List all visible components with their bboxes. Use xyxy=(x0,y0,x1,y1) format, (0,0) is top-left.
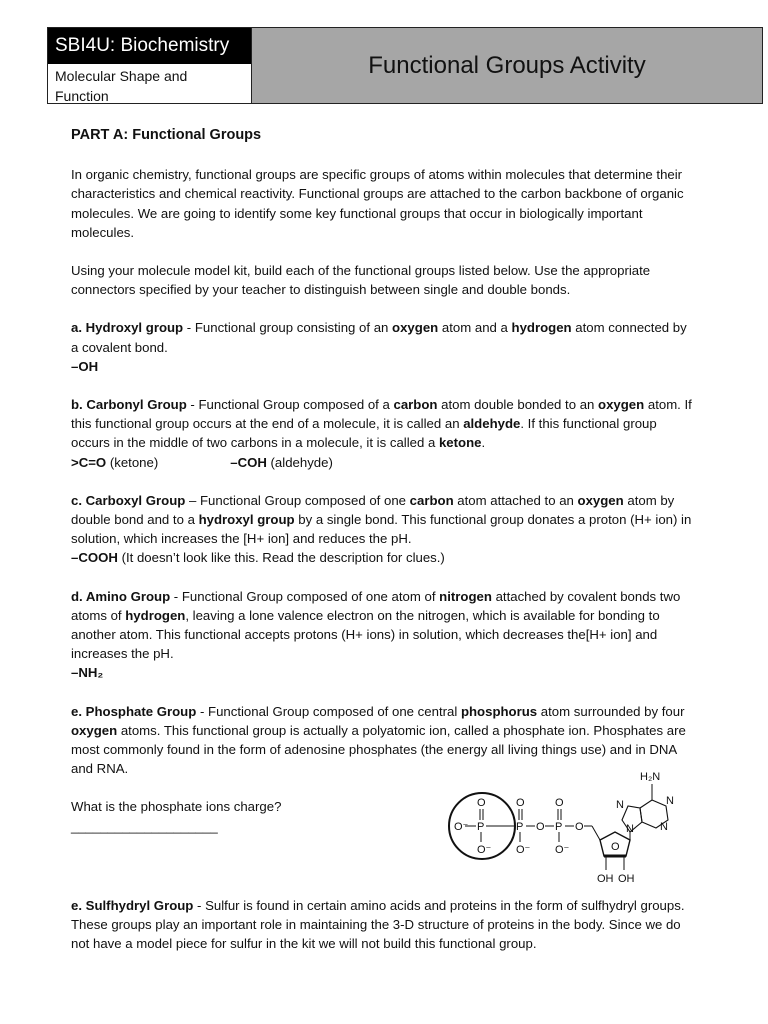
answer-line[interactable]: ____________________ xyxy=(71,818,218,834)
atom-label: N xyxy=(626,823,634,835)
unit-title: Molecular Shape and Function xyxy=(55,68,188,104)
atom-label: OH xyxy=(597,873,614,885)
atom-label: O⁻ xyxy=(555,844,570,856)
bold-term: carbon xyxy=(393,397,438,413)
formula-note: (aldehyde) xyxy=(266,454,333,470)
atom-label: O xyxy=(555,797,564,809)
atom-label: O xyxy=(516,797,525,809)
bold-term: aldehyde xyxy=(463,416,521,432)
text-run: atom double bonded to an xyxy=(437,397,599,413)
formula: –OH xyxy=(71,358,99,374)
text-run: , leaving a lone valence electron on the nitrogen, which is available for bonding to another atom. This functional accepts protons (H+ ions) in solution, which decreases the[H+ ion] and increases the pH. xyxy=(71,607,660,662)
atom-label: O xyxy=(477,797,486,809)
text-run: atom by double bond and to a xyxy=(71,492,675,528)
atom-label: N xyxy=(616,799,624,811)
text-run: . If this functional group occurs in the middle of two carbons in a molecule, it is called a xyxy=(71,416,657,451)
text-run: atoms. This functional group is actually a polyatomic ion, called a phosphate ion. Phosphates are most commonly found in the form of adenosine phosphates (the energy all living things use) and in DNA and RNA. xyxy=(71,722,686,777)
text-run: . xyxy=(481,435,486,451)
atom-label: O xyxy=(536,821,545,833)
hydroxyl-description xyxy=(71,318,696,356)
bold-term: carbon xyxy=(409,492,454,508)
formula-note: (It doesn’t look like this. Read the description for clues.) xyxy=(117,550,445,566)
bold-term: nitrogen xyxy=(439,588,492,604)
atom-label: O xyxy=(611,841,620,853)
formula: –COH xyxy=(230,454,267,470)
carboxyl-description xyxy=(71,491,696,549)
text-run: - Functional Group composed of one atom of xyxy=(170,588,440,604)
worksheet-header xyxy=(47,27,763,104)
atom-label: O xyxy=(575,821,584,833)
bold-term: oxygen xyxy=(598,397,645,413)
course-title: SBI4U: Biochemistry xyxy=(48,28,251,64)
hydroxyl-label: a. Hydroxyl group xyxy=(71,320,184,336)
atom-label: P xyxy=(516,821,524,833)
amino-formula xyxy=(71,663,696,682)
text-run: – Functional Group composed of one xyxy=(185,492,410,508)
text-run: atom surrounded by four xyxy=(537,703,685,719)
atom-label: O⁻ xyxy=(516,844,531,856)
atp-structure-diagram xyxy=(440,752,700,892)
bold-term: oxygen xyxy=(392,320,439,336)
bold-term: oxygen xyxy=(577,492,624,508)
amino-description xyxy=(71,587,696,664)
bold-term: hydroxyl group xyxy=(198,512,295,528)
phosphate-question: What is the phosphate ions charge? xyxy=(71,799,282,815)
text-run: atom attached to an xyxy=(453,492,578,508)
atom-label: P xyxy=(477,821,485,833)
bold-term: ketone xyxy=(438,435,482,451)
formula: –COOH xyxy=(71,550,118,566)
formula: >C=O xyxy=(71,454,107,470)
carboxyl-formula xyxy=(71,548,696,567)
atom-label: O⁻ xyxy=(454,821,469,833)
atom-label: O⁻ xyxy=(477,844,492,856)
text-run: - Functional Group composed of a xyxy=(186,397,394,413)
sulfhydryl-description xyxy=(71,896,696,954)
formula-note: (ketone) xyxy=(106,454,159,470)
hydroxyl-formula xyxy=(71,357,696,376)
atom-label: P xyxy=(555,821,563,833)
text-run: - Sulfur is found in certain amino acids and proteins in the form of sulfhydryl groups. These groups play an important role in maintaining the 3-D structure of proteins in the body. Since we do not have a model piece for sulfur in the kit we will not build this functional group. xyxy=(71,897,685,952)
amino-label: d. Amino Group xyxy=(71,588,171,604)
text-run: attached by covalent bonds two atoms of xyxy=(71,588,681,623)
bold-term: oxygen xyxy=(71,722,118,738)
text-run: atom. If this functional group occurs at the end of a molecule, it is called an xyxy=(71,397,692,432)
text-run: - Functional Group composed of one central xyxy=(196,703,461,719)
atom-label: H₂N xyxy=(640,771,661,783)
instructions-paragraph: Using your molecule model kit, build each of the functional groups listed below. Use the appropriate connectors specified by your teacher to distinguish between single and double bonds. xyxy=(71,263,651,298)
phosphate-label: e. Phosphate Group xyxy=(71,703,197,719)
text-run: atom and a xyxy=(438,320,512,336)
header-left-panel xyxy=(48,28,252,103)
atom-label: N xyxy=(666,795,674,807)
carbonyl-description xyxy=(71,395,696,453)
bold-term: phosphorus xyxy=(460,703,538,719)
intro-paragraph: In organic chemistry, functional groups are specific groups of atoms within molecules that determine their characteristics and chemical reactivity. Functional groups are attached to the carbon backbone of organic molecules. We are going to identify some key functional groups that occur in biologically important molecules. xyxy=(71,167,684,240)
text-run: atom connected by a covalent bond. xyxy=(71,320,687,355)
text-run: - Functional group consisting of an xyxy=(183,320,393,336)
atom-label: OH xyxy=(618,873,635,885)
atom-label: N xyxy=(660,821,668,833)
carboxyl-label: c. Carboxyl Group xyxy=(71,492,186,508)
text-run: by a single bond. This functional group donates a proton (H+ ion) in solution, which increases the [H+ ion] and reduces the pH. xyxy=(71,512,692,547)
formula: –NH₂ xyxy=(71,665,104,681)
carbonyl-formulas xyxy=(71,453,696,472)
carbonyl-label: b. Carbonyl Group xyxy=(71,397,187,413)
activity-title: Functional Groups Activity xyxy=(252,28,762,103)
part-a-title: PART A: Functional Groups xyxy=(71,127,262,143)
sulfhydryl-label: e. Sulfhydryl Group xyxy=(71,897,194,913)
bold-term: hydrogen xyxy=(511,320,572,336)
bold-term: hydrogen xyxy=(125,607,186,623)
